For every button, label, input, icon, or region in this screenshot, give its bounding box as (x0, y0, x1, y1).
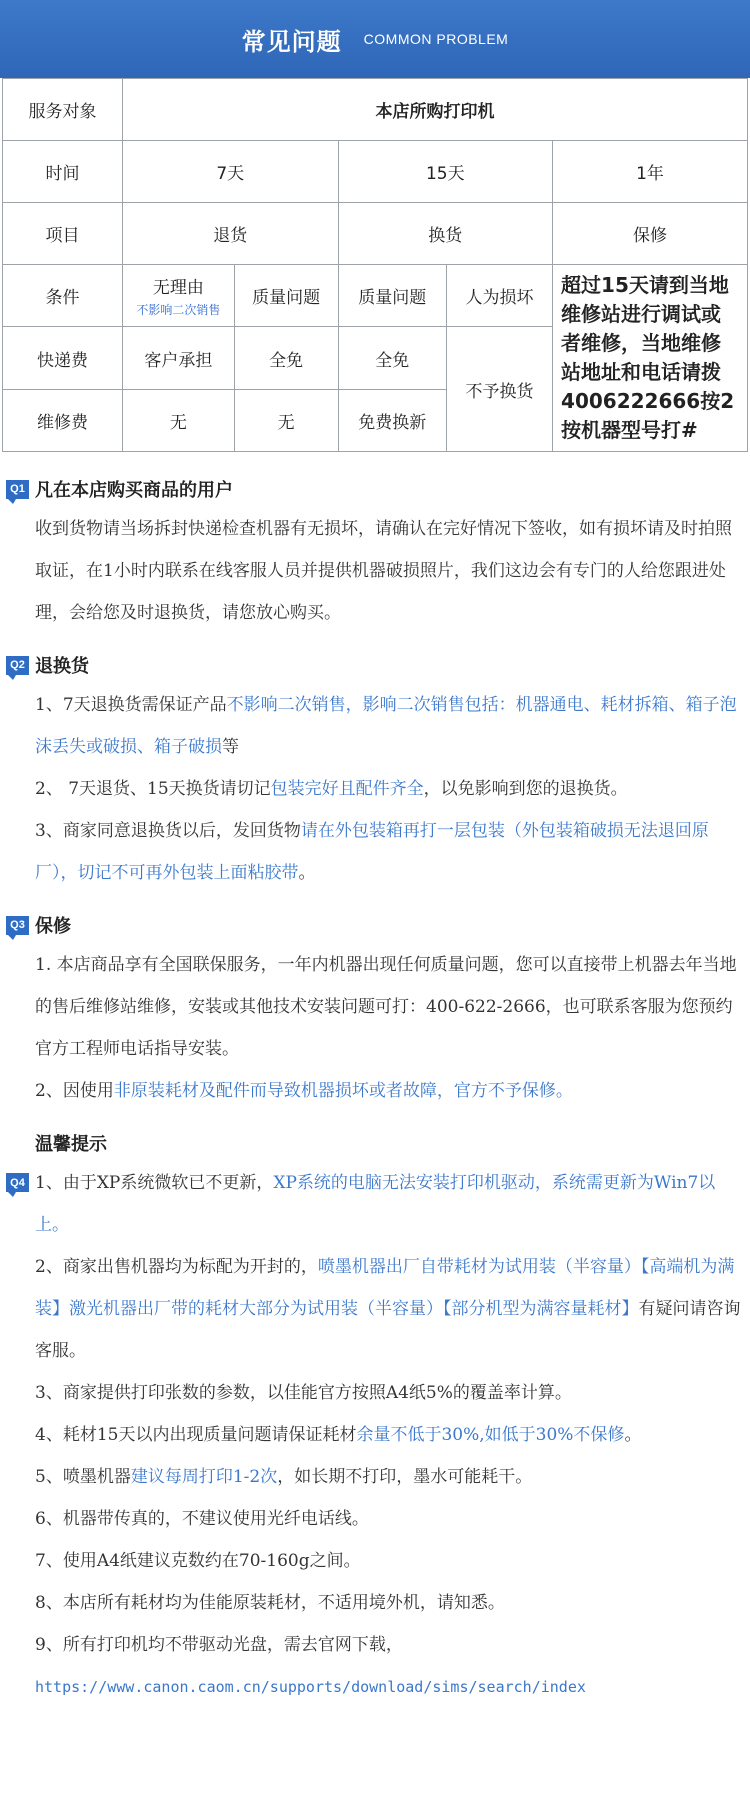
q1-badge-icon: Q1 (6, 480, 29, 499)
condition-sublabel: 不影响二次销售 (136, 303, 221, 317)
tips-item-5-highlight: 建议每周打印1-2次 (130, 1467, 278, 1487)
table-cell: 质量问题 (234, 265, 338, 327)
table-cell (122, 265, 234, 327)
table-cell-label: 条件 (3, 265, 123, 327)
table-cell: 质量问题 (338, 265, 446, 327)
table-row (3, 79, 748, 141)
table-cell: 15天 (338, 141, 552, 203)
q3-heading (6, 910, 750, 940)
table-cell-label: 时间 (3, 141, 123, 203)
q4-badge-icon: Q4 (6, 1173, 29, 1192)
tips-item-9: 9、所有打印机均不带驱动光盘，需去官网下载， (35, 1635, 403, 1655)
q2-item-1: 1、7天退换货需保证产品不影响二次销售，影响二次销售包括：机器通电、耗材拆箱、箱子泡沫丢失或破损、箱子破损等 (35, 695, 737, 757)
q1-title: 凡在本店购买商品的用户 (35, 480, 233, 501)
table-row (3, 203, 748, 265)
tips-item-5: 5、喷墨机器建议每周打印1-2次，如长期不打印，墨水可能耗干。 (35, 1467, 533, 1487)
table-cell: 换货 (338, 203, 552, 265)
table-cell: 免费换新 (338, 390, 446, 452)
q1-heading (6, 474, 750, 504)
q2-heading (6, 650, 750, 680)
table-cell: 保修 (553, 203, 748, 265)
faq-content (0, 474, 750, 1708)
tips-item-4-highlight: 余量不低于30%,如低于30%不保修 (356, 1425, 625, 1445)
table-cell: 全免 (234, 327, 338, 390)
table-row (3, 265, 748, 327)
q3-item-2-highlight: 非原装耗材及配件而导致机器损坏或者故障，官方不予保修。 (113, 1081, 573, 1101)
tips-item-2: 2、商家出售机器均为标配为开封的，喷墨机器出厂自带耗材为试用装（半容量）【高端机为满装】激光机器出厂带的耗材大部分为试用装（半容量）【部分机型为满容量耗材】有疑问请咨询客服。 (35, 1257, 741, 1361)
table-cell-label: 维修费 (3, 390, 123, 452)
repair-note: 超过15天请到当地维修站进行调试或者维修，当地维修站地址和电话请拨4006222666按2按机器型号打# (553, 265, 748, 452)
table-cell: 无 (122, 390, 234, 452)
condition-label: 无理由 (152, 278, 204, 298)
table-cell: 7天 (122, 141, 338, 203)
table-cell: 无 (234, 390, 338, 452)
q2-item-3: 3、商家同意退换货以后，发回货物请在外包装箱再打一层包装（外包装箱破损无法退回原厂），切记不可再外包装上面粘胶带。 (35, 821, 709, 883)
tips-item-3: 3、商家提供打印张数的参数，以佳能官方按照A4纸5%的覆盖率计算。 (35, 1383, 572, 1403)
table-cell: 全免 (338, 327, 446, 390)
table-cell-label: 服务对象 (3, 79, 123, 141)
q3-badge-icon: Q3 (6, 916, 29, 935)
table-row (3, 141, 748, 203)
table-cell: 客户承担 (122, 327, 234, 390)
header-subtitle: COMMON PROBLEM (363, 31, 509, 47)
table-cell-label: 项目 (3, 203, 123, 265)
download-link[interactable]: https://www.canon.caom.cn/supports/download/sims/search/index (35, 1678, 586, 1696)
no-exchange-cell: 不予换货 (446, 327, 552, 452)
q2-badge-icon: Q2 (6, 656, 29, 675)
tips-item-4: 4、耗材15天以内出现质量问题请保证耗材余量不低于30%,如低于30%不保修。 (35, 1425, 642, 1445)
table-cell: 1年 (553, 141, 748, 203)
tips-item-1-text: 1、由于XP系统微软已不更新，XP系统的电脑无法安装打印机驱动，系统需更新为Win7以上。 (35, 1173, 716, 1235)
page-header (0, 0, 750, 78)
header-title: 常见问题 (241, 27, 342, 56)
q1-text: 收到货物请当场拆封快递检查机器有无损坏，请确认在完好情况下签收，如有损坏请及时拍照取证，在1小时内联系在线客服人员并提供机器破损照片，我们这边会有专门的人给您跟进处理，会给您及时退换货，请您放心购买。 (35, 519, 732, 623)
table-cell: 人为损坏 (446, 265, 552, 327)
table-cell-label: 快递费 (3, 327, 123, 390)
tips-item-8: 8、本店所有耗材均为佳能原装耗材，不适用境外机，请知悉。 (35, 1593, 505, 1613)
tips-item-1 (6, 1162, 750, 1246)
table-cell: 退货 (122, 203, 338, 265)
q3-item-1: 1. 本店商品享有全国联保服务，一年内机器出现任何质量问题，您可以直接带上机器去年当地的售后维修站维修，安装或其他技术安装问题可打：400-622-2666，也可联系客服为您预约官方工程师电话指导安装。 (35, 955, 737, 1059)
service-table (2, 78, 748, 452)
tips-item-1-highlight: XP系统的电脑无法安装打印机驱动，系统需更新为Win7以上。 (35, 1173, 716, 1235)
tips-heading (6, 1128, 750, 1158)
q2-item-3-highlight: 请在外包装箱再打一层包装（外包装箱破损无法退回原厂），切记不可再外包装上面粘胶带 (35, 821, 709, 883)
q2-item-1-highlight: 不影响二次销售，影响二次销售包括：机器通电、耗材拆箱、箱子泡沫丢失或破损、箱子破损 (35, 695, 737, 757)
q3-title: 保修 (35, 916, 71, 937)
q3-item-2: 2、因使用非原装耗材及配件而导致机器损坏或者故障，官方不予保修。 (35, 1081, 573, 1101)
q2-item-2: 2、 7天退货、15天换货请切记包装完好且配件齐全，以免影响到您的退换货。 (35, 779, 628, 799)
tips-item-6: 6、机器带传真的，不建议使用光纤电话线。 (35, 1509, 369, 1529)
q2-item-2-highlight: 包装完好且配件齐全 (270, 779, 424, 799)
tips-item-7: 7、使用A4纸建议克数约在70-160g之间。 (35, 1551, 361, 1571)
q2-title: 退换货 (35, 656, 89, 677)
tips-title: 温馨提示 (35, 1134, 107, 1155)
tips-item-2-highlight: 喷墨机器出厂自带耗材为试用装（半容量）【高端机为满装】激光机器出厂带的耗材大部分为试用装（半容量）【部分机型为满容量耗材】 (35, 1257, 735, 1319)
table-cell-value: 本店所购打印机 (122, 79, 747, 141)
